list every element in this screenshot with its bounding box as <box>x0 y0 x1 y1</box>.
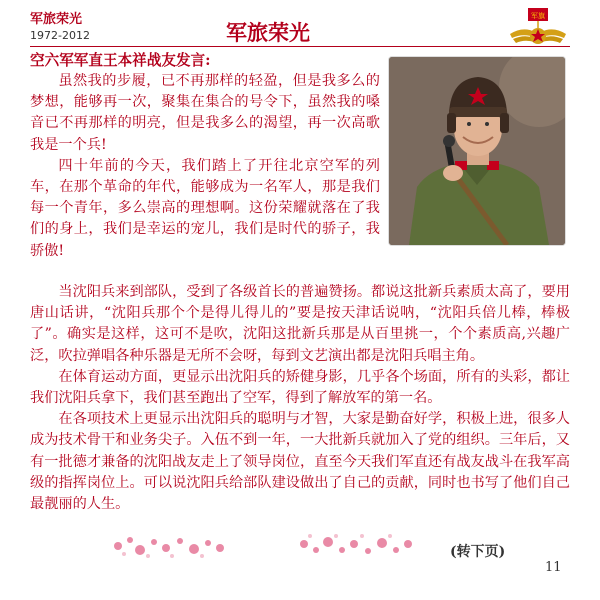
article-headline: 空六军军直王本祥战友发言: <box>30 52 211 69</box>
paragraph-3: 当沈阳兵来到部队，受到了各级首长的普遍赞扬。都说这批新兵素质太高了，要用唐山话讲，“沈阳兵那个个是得儿得儿的”要是按天津话说呐，“沈阳兵倍儿棒，棒极了”。确实是这样，这可不是吹，沈阳这批新兵那是从百里挑一，个个素质高,兴趣广泛，吹拉弹唱各种乐器是无所不会呀，每到文艺演出都是沈阳兵唱主角。 <box>30 284 570 364</box>
continued-next-page: (转下页) <box>450 544 506 560</box>
paragraph-2: 四十年前的今天，我们踏上了开往北京空军的列车，在那个革命的年代，能够成为一名军人，那是我们每一个青年，多么崇高的理想啊。这份荣耀就落在了我们的身上，我们是幸运的宠儿，我们是时代的骄子，我骄傲! <box>30 157 380 259</box>
paragraph-5: 在各项技术上更显示出沈阳兵的聪明与才智，大家是勤奋好学，积极上进，很多人成为技术骨干和业务尖子。入伍不到一年，一大批新兵就加入了党的组织。三年后，又有一批德才兼备的沈阳战友走上了领导岗位，直至今天我们军直还有战友战斗在我军高级的指挥岗位上。可以说沈阳兵给部队建设做出了自己的贡献，同时也书写了他们自己最靓丽的人生。 <box>30 411 570 513</box>
emblem-flag-text: 军旗 <box>531 12 545 20</box>
wide-text-block <box>30 282 570 515</box>
top-text-block <box>30 71 380 262</box>
paragraph-1: 虽然我的步履，已不再那样的轻盈，但是我多么的梦想，能够再一次，聚集在集合的号令下，虽然我的嗓音已不再那样的明亮，但是我多么的渴望，再一次高歌我是一个兵! <box>30 73 380 153</box>
brand-name: 军旅荣光 <box>30 12 83 27</box>
header-brand-block <box>30 8 90 42</box>
page-number: 11 <box>545 560 562 575</box>
speaker-photo <box>389 57 565 245</box>
page-title: 军旅荣光 <box>226 21 310 45</box>
air-force-emblem-icon <box>508 4 568 52</box>
soldier-portrait-icon <box>389 57 565 245</box>
paragraph-4: 在体育运动方面，更显示出沈阳兵的矫健身影，几乎各个场面，所有的头彩，都让我们沈阳兵拿下，我们甚至跑出了空军，得到了解放军的第一名。 <box>30 368 570 407</box>
header-divider <box>30 46 570 47</box>
heart-decoration-icon <box>110 532 230 560</box>
heart-decoration-icon <box>296 532 416 560</box>
brand-years: 1972-2012 <box>30 29 90 42</box>
